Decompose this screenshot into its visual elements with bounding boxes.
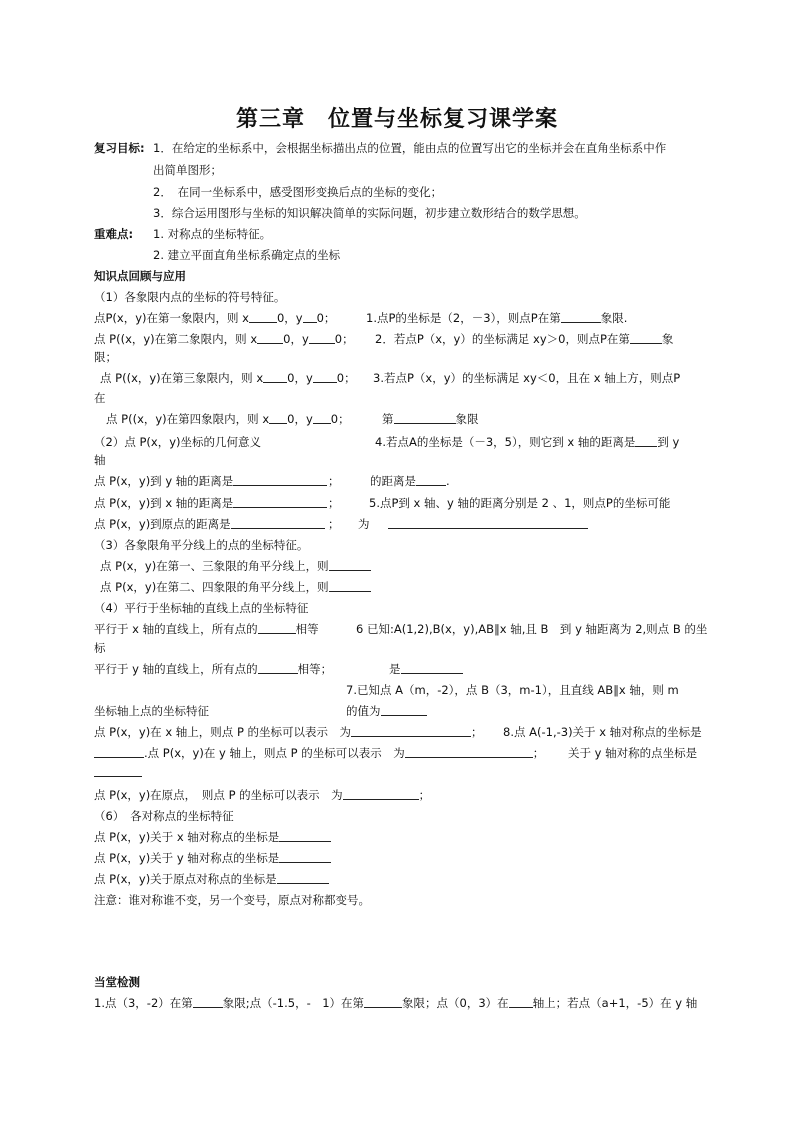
quadrant-4-question: 点 P((x，y)在第四象限内，则 x 0，y 0； (106, 412, 350, 426)
separator: ； (328, 496, 340, 510)
section-2-heading: （2）点 P(x，y)坐标的几何意义 (94, 435, 261, 449)
key-point-1: 1. 对称点的坐标特征。 (153, 227, 272, 241)
answer-blank[interactable] (630, 331, 662, 344)
answer-blank[interactable] (257, 331, 283, 344)
separator: ； (328, 517, 340, 531)
separator: ； (328, 474, 340, 488)
quadrant-2-question: 点 P((x，y)在第二象限内，则 x 0，y 0； (94, 332, 354, 346)
symmetric-x-axis: 点 P(x，y)关于 x 轴对称点的坐标是 (94, 829, 331, 845)
exercise-6: 6 已知:A(1,2),B(x，y),AB∥x 轴,且 B 到 y 轴距离为 2,则点 B 的坐 (356, 622, 708, 636)
key-points-label: 重难点: (94, 227, 134, 241)
exercise-5-cont: 为 (358, 516, 588, 532)
quadrant-1-question: 点P(x，y)在第一象限内，则 x 0，y 0； (94, 311, 336, 325)
exercise-6-cont: 是 (389, 661, 463, 677)
distance-to-origin: 点 P(x，y)到原点的距离是 (94, 516, 325, 532)
answer-blank[interactable] (329, 579, 371, 592)
symmetry-note: 注意：谁对称谁不变，另一个变号，原点对称都变号。 (94, 893, 370, 907)
exercise-4-cont: 的距离是 . (370, 474, 450, 488)
answer-blank[interactable] (258, 621, 296, 634)
distance-to-y-axis: 点 P(x，y)到 y 轴的距离是 (94, 473, 327, 489)
answer-blank[interactable] (401, 661, 463, 674)
answer-blank[interactable] (381, 703, 427, 716)
review-heading: 知识点回顾与应用 (94, 269, 186, 283)
exercise-8: 8.点 A(-1,-3)关于 x 轴对称点的坐标是 (503, 725, 702, 739)
bisector-1-3: 点 P(x，y)在第一、三象限的角平分线上，则 (100, 558, 371, 574)
symmetric-origin: 点 P(x，y)关于原点对称点的坐标是 (94, 871, 329, 887)
goal-1-line-1: 1．在给定的坐标系中，会根据坐标描出点的位置，能由点的位置写出它的坐标并会在直角坐标系中作 (153, 141, 667, 155)
answer-blank[interactable] (231, 516, 325, 529)
quadrant-3-question: 点 P((x，y)在第三象限内，则 x 0，y 0； (100, 371, 356, 385)
answer-blank[interactable] (193, 995, 223, 1008)
answer-blank[interactable] (405, 745, 533, 758)
answer-blank[interactable] (279, 850, 331, 863)
test-heading: 当堂检测 (94, 975, 140, 989)
exercise-2: 2．若点P（x，y）的坐标满足 xy＞0，则点P在第 象 (375, 332, 674, 346)
answer-blank[interactable] (313, 411, 331, 424)
exercise-1: 1.点P的坐标是（2，－3），则点P在第 象限. (366, 311, 628, 325)
answer-blank[interactable] (635, 434, 657, 447)
section-1-heading: （1）各象限内点的坐标的符号特征。 (94, 290, 286, 304)
answer-blank[interactable] (94, 764, 142, 777)
parallel-y-axis: 平行于 y 轴的直线上，所有点的 相等； (94, 662, 333, 676)
goal-2: 2． 在同一坐标系中，感受图形变换后点的坐标的变化； (153, 185, 443, 199)
answer-blank[interactable] (313, 370, 337, 383)
answer-blank[interactable] (258, 661, 298, 674)
answer-blank[interactable] (263, 370, 287, 383)
exercise-5: 5.点P到 x 轴、y 轴的距离分别是 2 、1，则点P的坐标可能 (369, 496, 671, 510)
section-3-heading: （3）各象限角平分线上的点的坐标特征。 (94, 538, 309, 552)
distance-to-x-axis: 点 P(x，y)到 x 轴的距离是 (94, 495, 327, 511)
goals-label: 复习目标: (94, 141, 145, 155)
exercise-2-wrap: 限； (94, 350, 117, 364)
exercise-3: 3.若点P（x，y）的坐标满足 xy＜0，且在 x 轴上方，则点P (373, 371, 681, 385)
answer-blank[interactable] (509, 995, 533, 1008)
answer-blank[interactable] (364, 995, 402, 1008)
section-5-heading: 坐标轴上点的坐标特征 (94, 704, 209, 718)
goal-1-line-2: 出简单图形； (153, 163, 222, 177)
answer-blank[interactable] (277, 871, 329, 884)
answer-blank[interactable] (303, 310, 317, 323)
answer-blank[interactable] (269, 411, 287, 424)
answer-blank[interactable] (94, 745, 144, 758)
page-title: 第三章 位置与坐标复习课学案 (235, 106, 558, 132)
answer-blank[interactable] (561, 310, 601, 323)
at-origin: 点 P(x，y)在原点， 则点 P 的坐标可以表示 为 ； (94, 788, 431, 802)
answer-blank[interactable] (233, 495, 327, 508)
test-question-1: 1.点（3，-2）在第 象限;点（-1.5，- 1）在第 象限；点（0，3）在 轴上；若点（a+1，-5）在 y 轴 (94, 996, 698, 1010)
key-point-2: 2. 建立平面直角坐标系确定点的坐标 (153, 248, 341, 262)
parallel-x-axis: 平行于 x 轴的直线上，所有点的 相等 (94, 622, 319, 636)
exercise-6-wrap: 标 (94, 641, 106, 655)
on-y-axis: .点 P(x，y)在 y 轴上，则点 P 的坐标可以表示 为 ； (94, 745, 544, 761)
bisector-2-4: 点 P(x，y)在第二、四象限的角平分线上，则 (100, 579, 371, 595)
exercise-4: 4.若点A的坐标是（－3，5），则它到 x 轴的距离是 到 y (375, 435, 680, 449)
section-4-heading: （4）平行于坐标轴的直线上点的坐标特征 (94, 601, 309, 615)
exercise-8-cont: 关于 y 轴对称的点坐标是 (568, 746, 698, 760)
answer-blank[interactable] (249, 310, 277, 323)
exercise-3-wrap: 在 (94, 391, 106, 405)
answer-blank[interactable] (416, 473, 446, 486)
answer-blank[interactable] (388, 516, 588, 529)
exercise-7-cont: 的值为 (346, 703, 427, 719)
exercise-3-cont: 第 象限 (382, 412, 479, 426)
exercise-7: 7.已知点 A（m，-2），点 B（3，m-1），且直线 AB∥x 轴，则 m (346, 683, 679, 697)
exercise-8-wrap (94, 764, 142, 780)
symmetric-y-axis: 点 P(x，y)关于 y 轴对称点的坐标是 (94, 850, 331, 866)
answer-blank[interactable] (343, 787, 419, 800)
answer-blank[interactable] (279, 829, 331, 842)
on-x-axis: 点 P(x，y)在 x 轴上，则点 P 的坐标可以表示 为 ； (94, 725, 483, 739)
answer-blank[interactable] (233, 473, 327, 486)
answer-blank[interactable] (394, 411, 456, 424)
answer-blank[interactable] (309, 331, 335, 344)
answer-blank[interactable] (329, 558, 371, 571)
exercise-4-wrap: 轴 (94, 453, 106, 467)
section-6-heading: （6） 各对称点的坐标特征 (94, 809, 234, 823)
answer-blank[interactable] (351, 724, 471, 737)
goal-3: 3．综合运用图形与坐标的知识解决简单的实际问题，初步建立数形结合的数学思想。 (153, 206, 586, 220)
